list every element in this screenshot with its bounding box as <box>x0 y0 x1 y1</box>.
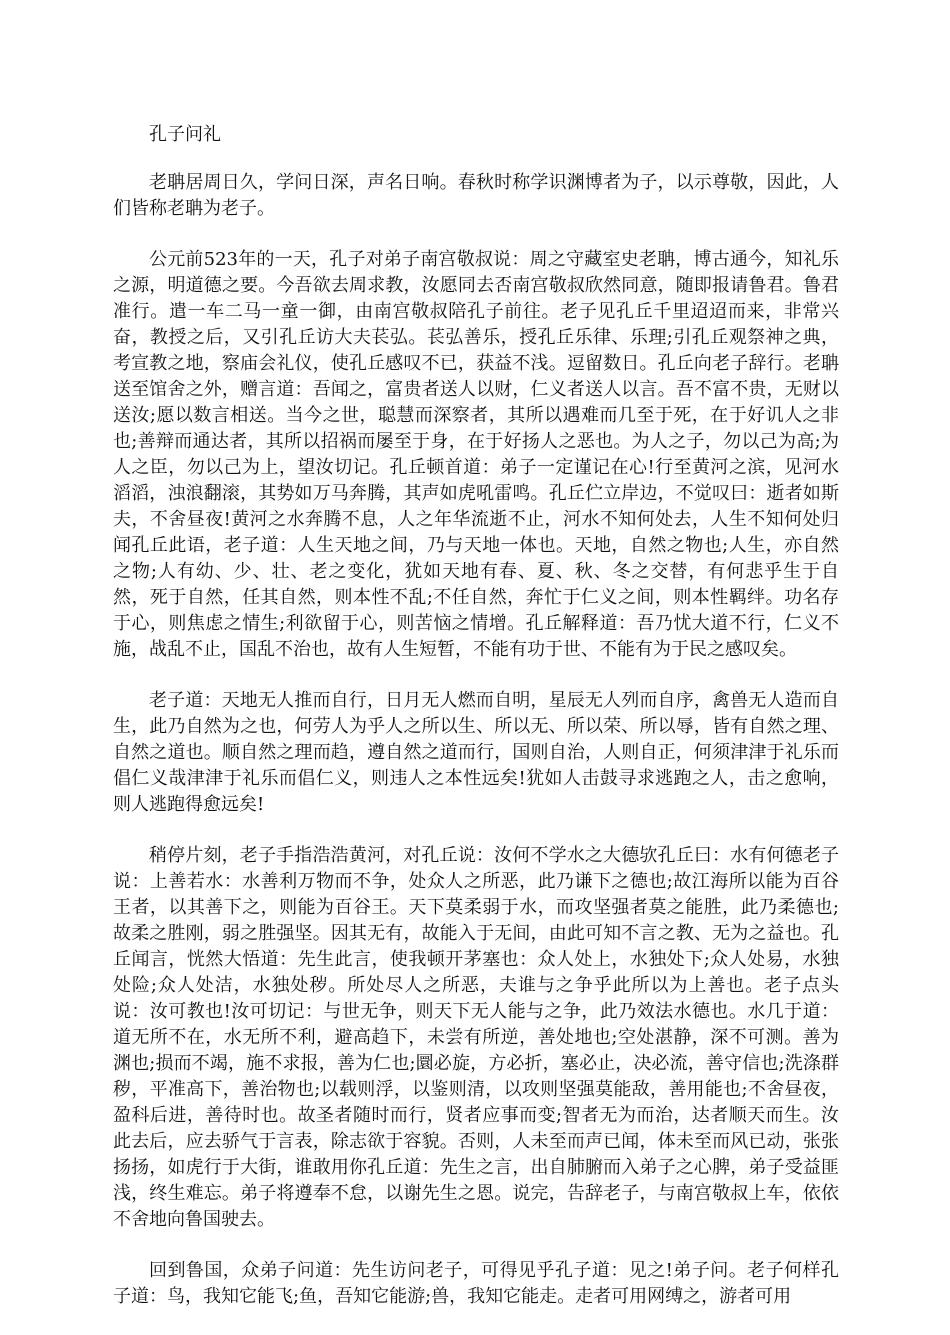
document-title: 孔子问礼 <box>149 124 221 145</box>
paragraph-intro: 老聃居周日久，学问日深，声名日响。春秋时称学识渊博者为子，以示尊敬，因此，人们皆称老聃为老子。 <box>113 172 839 219</box>
paragraph-water-virtue: 稍停片刻，老子手指浩浩黄河，对孔丘说：汝何不学水之大德欤孔丘曰：水有何德老子说：上善若水：水善利万物而不争，处众人之所恶，此乃谦下之德也;故江海所以能为百谷王者，以其善下之，则能为百谷王。天下莫柔弱于水，而攻坚强者莫之能胜，此乃柔德也;故柔之胜刚，弱之胜强坚。因其无有，故能入于无间，由此可知不言之教、无为之益也。孔丘闻言，恍然大悟道：先生此言，使我顿开茅塞也：众人处上，水独处下;众人处易，水独处险;众人处洁，水独处秽。所处尽人之所恶，夫谁与之争乎此所以为上善也。老子点头说：汝可教也!汝可切记：与世无争，则天下无人能与之争，此乃效法水德也。水几于道：道无所不在，水无所不利，避高趋下，未尝有所逆，善处地也;空处湛静，深不可测。善为渊也;损而不竭，施不求报，善为仁也;圜必旋，方必折，塞必止，决必流，善守信也;洗涤群秽，平准高下，善治物也;以载则浮，以鉴则清，以攻则坚强莫能敌，善用能也;不舍昼夜，盈科后进，善待时也。故圣者随时而行，贤者应事而变;智者无为而治，达者顺天而生。汝此去后，应去骄气于言表，除志欲于容貌。否则，人未至而声已闻，体未至而风已动，张张扬扬，如虎行于大街，谁敢用你孔丘道：先生之言，出自肺腑而入弟子之心脾，弟子受益匪浅，终生难忘。弟子将遵奉不怠，以谢先生之恩。说完，告辞老子，与南宫敬叔上车，依依不舍地向鲁国驶去。 <box>113 845 839 1230</box>
paragraph-visit: 公元前523年的一天，孔子对弟子南宫敬叔说：周之守藏室史老聃，博古通今，知礼乐之源，明道德之要。今吾欲去周求教，汝愿同去否南宫敬叔欣然同意，随即报请鲁君。鲁君准行。遣一车二马一童一御，由南宫敬叔陪孔子前往。老子见孔丘千里迢迢而来，非常兴奋，教授之后，又引孔丘访大夫苌弘。苌弘善乐，授孔丘乐律、乐理;引孔丘观祭神之典，考宣教之地，察庙会礼仪，使孔丘感叹不已，获益不浅。逗留数日。孔丘向老子辞行。老聃送至馆舍之外，赠言道：吾闻之，富贵者送人以财，仁义者送人以言。吾不富不贵，无财以送汝;愿以数言相送。当今之世，聪慧而深察者，其所以遇难而几至于死，在于好讥人之非也;善辩而通达者，其所以招祸而屡至于身，在于好扬人之恶也。为人之子，勿以己为高;为人之臣，勿以己为上，望汝切记。孔丘顿首道：弟子一定谨记在心!行至黄河之滨，见河水滔滔，浊浪翻滚，其势如万马奔腾，其声如虎吼雷鸣。孔丘伫立岸边，不觉叹曰：逝者如斯夫，不舍昼夜!黄河之水奔腾不息，人之年华流逝不止，河水不知何处去，人生不知何处归闻孔丘此语，老子道：人生天地之间，乃与天地一体也。天地，自然之物也;人生，亦自然之物;人有幼、少、壮、老之变化，犹如天地有春、夏、秋、冬之交替，有何悲乎生于自然，死于自然，任其自然，则本性不乱;不任自然，奔忙于仁义之间，则本性羁绊。功名存于心，则焦虑之情生;利欲留于心，则苦恼之情增。孔丘解释道：吾乃忧大道不行，仁义不施，战乱不止，国乱不治也，故有人生短暂，不能有功于世、不能有为于民之感叹矣。 <box>113 249 839 660</box>
paragraph-return-lu: 回到鲁国，众弟子问道：先生访问老子，可得见乎孔子道：见之!弟子问。老子何样孔子道：鸟，我知它能飞;鱼，吾知它能游;兽，我知它能走。走者可用网缚之，游者可用 <box>113 1260 839 1307</box>
paragraph-laozi-nature: 老子道：天地无人推而自行，日月无人燃而自明，星辰无人列而自序，禽兽无人造而自生，此乃自然为之也，何劳人为乎人之所以生、所以无、所以荣、所以辱，皆有自然之理、自然之道也。顺自然之理而趋，遵自然之道而行，国则自治，人则自正，何须津津于礼乐而倡仁义哉津津于礼乐而倡仁义，则违人之本性远矣!犹如人击鼓寻求逃跑之人，击之愈响，则人逃跑得愈远矣! <box>113 690 839 815</box>
document-page <box>113 122 839 1335</box>
